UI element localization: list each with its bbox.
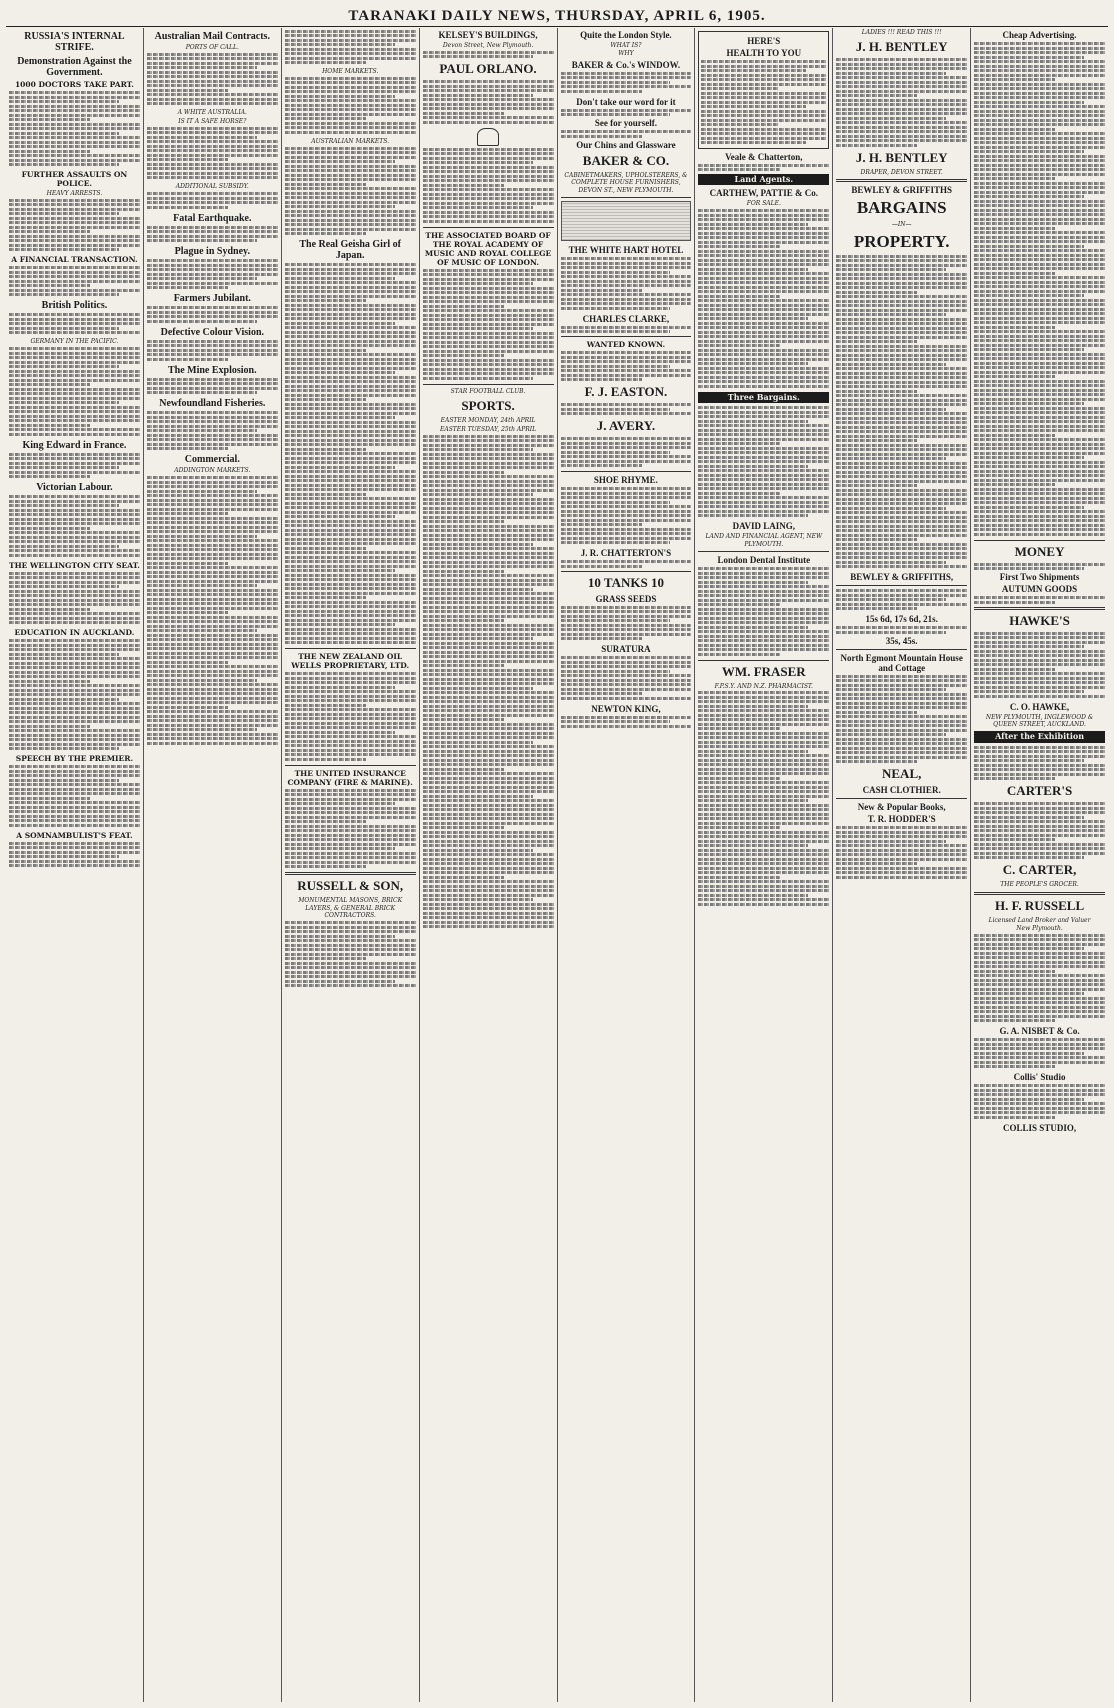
ad-baker-co: BAKER & CO. (582, 152, 670, 168)
article-body (147, 127, 278, 180)
ad-tanks: 10 TANKS 10 (587, 574, 664, 590)
ad-bargains: BARGAINS (856, 198, 947, 218)
headline-internal-strife: RUSSIA'S INTERNAL STRIFE. (24, 31, 125, 53)
ad-russell-sub: MONUMENTAL MASONS, BRICK LAYERS, & GENERAL BRICK CONTRACTORS. (298, 897, 403, 920)
ad-russell-place: New Plymouth. (1016, 925, 1063, 933)
article-body (147, 476, 278, 745)
ad-body (561, 351, 692, 381)
ad-white-hart: THE WHITE HART HOTEL (568, 245, 684, 256)
ad-carthew-pattie: CARTHEW, PATTIE & Co. (709, 188, 818, 199)
ad-carter-sub: THE PEOPLE'S GROCER. (1000, 881, 1079, 889)
subhead-additional-subsidy: ADDITIONAL SUBSIDY. (175, 183, 249, 191)
ad-newton-king: NEWTON KING, (591, 703, 661, 714)
column-3 (282, 28, 420, 1702)
ad-hf-russell: H. F. RUSSELL (995, 897, 1085, 913)
ad-body (974, 632, 1105, 698)
article-body (9, 765, 140, 827)
subhead-speech-premier: SPEECH BY THE PREMIER. (15, 754, 134, 764)
ad-health-box (698, 31, 829, 149)
article-body (147, 53, 278, 106)
article-body (9, 453, 140, 479)
ad-bentley-sub: DRAPER, DEVON STREET. (860, 168, 943, 176)
ad-grass-seeds: GRASS SEEDS (595, 593, 657, 604)
ad-body (974, 934, 1105, 1023)
notice-united-insurance: THE UNITED INSURANCE COMPANY (FIRE & MARINE). (287, 768, 413, 787)
column-4 (420, 28, 558, 1702)
subhead-somnambulist: A SOMNAMBULIST'S FEAT. (16, 830, 133, 840)
ad-bentley-2: J. H. BENTLEY (855, 149, 948, 165)
headline-geisha-girl: The Real Geisha Girl of Japan. (299, 239, 402, 262)
article-body (147, 192, 278, 209)
ad-in: —IN— (891, 221, 912, 229)
ad-avery: J. AVERY. (596, 418, 656, 434)
ad-ladies-read: LADIES !!! READ THIS !!! (861, 29, 942, 36)
ad-co-hawke: C. O. HAWKE, (1009, 701, 1070, 712)
columns (6, 28, 1108, 1702)
ad-wm-fraser: WM. FRASER (721, 663, 806, 679)
ad-popular-books: New & Popular Books, (857, 802, 946, 813)
ad-dental-institute: London Dental Institute (717, 555, 811, 566)
subhead-germany-pacific: GERMANY IN THE PACIFIC. (30, 338, 119, 346)
headline-mail-contracts: Australian Mail Contracts. (154, 31, 270, 42)
ad-suratura: SURATURA (601, 644, 651, 655)
article-body (9, 199, 140, 252)
subhead-australian-markets: AUSTRALIAN MARKETS. (311, 137, 390, 145)
headline-fatal-earthquake: Fatal Earthquake. (173, 212, 252, 224)
ad-hawke-sub: NEW PLYMOUTH, INGLEWOOD & QUEEN STREET, AUCKLAND. (985, 713, 1094, 728)
ad-body (974, 1038, 1105, 1068)
notice-body (423, 269, 554, 380)
ad-body (974, 1084, 1105, 1119)
notice-associated-board: THE ASSOCIATED BOARD OF THE ROYAL ACADEMY OF MUSIC AND ROYAL COLLEGE OF MUSIC OF LONDON. (424, 230, 552, 267)
ad-north-egmont: North Egmont Mountain House and Cottage (840, 652, 963, 673)
notice-body (423, 148, 554, 223)
ad-bewley-griffiths-2: BEWLEY & GRIFFITHS, (850, 572, 954, 583)
ad-carters: CARTER'S (1006, 783, 1073, 799)
article-body (9, 495, 140, 557)
article-body (285, 77, 416, 134)
banner-land-agents: Land Agents. (698, 174, 829, 185)
article-body (147, 259, 278, 289)
easter-monday: EASTER MONDAY, 24th APRIL (440, 417, 536, 425)
column-7 (833, 28, 971, 1702)
easter-tuesday: EASTER TUESDAY, 25th APRIL (439, 425, 537, 433)
ad-body (974, 802, 1105, 859)
ad-bewley-griffiths: BEWLEY & GRIFFITHS (851, 185, 953, 196)
subhead-safe-horse: IS IT A SAFE HORSE? (178, 117, 247, 125)
sports-body (423, 435, 554, 929)
headline-demonstration: Demonstration Against the Government. (17, 56, 132, 78)
ad-baker-sub: CABINETMAKERS, UPHOLSTERERS, & COMPLETE HOUSE FURNISHERS, DEVON ST., NEW PLYMOUTH. (564, 171, 688, 194)
ad-quite-london-style: Quite the London Style. (580, 30, 672, 40)
headline-british-politics: British Politics. (41, 300, 108, 312)
headline-king-edward: King Edward in France. (22, 439, 127, 451)
article-body (147, 306, 278, 323)
ad-david-laing: DAVID LAING, (732, 521, 795, 532)
headline-plague-sydney: Plague in Sydney. (174, 246, 250, 258)
article-body (147, 340, 278, 361)
article-body (9, 347, 140, 436)
ad-why: WHY (618, 50, 634, 58)
subhead-addington: ADDINGTON MARKETS. (174, 467, 251, 475)
ad-nisbet: G. A. NISBET & Co. (999, 1026, 1080, 1037)
ad-wanted-known: WANTED KNOWN. (586, 340, 666, 350)
headline-colour-vision: Defective Colour Vision. (160, 326, 265, 338)
article-body (9, 91, 140, 166)
column-2 (144, 28, 282, 1702)
ad-health: HEALTH TO YOU (726, 48, 802, 58)
headline-mine-explosion: The Mine Explosion. (167, 364, 257, 376)
ad-body (561, 437, 692, 467)
ad-heres: HERE'S (747, 36, 781, 46)
ad-bentley: J. H. BENTLEY (855, 39, 948, 55)
ad-veale-chatterton: Veale & Chatterton, (725, 151, 803, 162)
notice-oil-wells: THE NEW ZEALAND OIL WELLS PROPRIETARY, LTD. (291, 652, 410, 671)
ad-hodder: T. R. HODDER'S (867, 814, 936, 825)
subhead-education-auckland: EDUCATION IN AUCKLAND. (14, 628, 135, 638)
subhead-heavy-arrests: HEAVY ARRESTS. (46, 190, 103, 197)
subhead-home-markets: HOME MARKETS. (322, 68, 379, 75)
ad-collis-studio-2: COLLIS STUDIO, (1003, 1122, 1077, 1133)
ad-see-yourself: See for yourself. (594, 118, 657, 129)
column-5 (558, 28, 696, 1702)
ad-body (561, 487, 692, 544)
ad-kelsey-buildings: KELSEY'S BUILDINGS, (438, 30, 538, 40)
ad-body (836, 255, 967, 569)
ad-first-shipments: First Two Shipments (999, 572, 1080, 582)
ad-body (561, 656, 692, 700)
ad-body (836, 589, 967, 610)
ad-collis-studio: Collis' Studio (1013, 1072, 1066, 1083)
ad-body (561, 606, 692, 641)
ad-fraser-sub: F.P.S.Y. AND N.Z. PHARMACIST. (714, 682, 813, 690)
ad-paul-orlano: PAUL ORLANO. (439, 61, 537, 77)
hotel-image (561, 201, 692, 241)
ad-property: PROPERTY. (853, 231, 950, 251)
headline-commercial: Commercial. (184, 454, 240, 466)
ad-body (698, 691, 829, 906)
subhead-white-australia: A WHITE AUSTRALIA. (177, 109, 247, 117)
ad-body (974, 746, 1105, 781)
article-body (147, 411, 278, 450)
ad-body (698, 209, 829, 388)
subhead-ports-of-call: PORTS OF CALL. (185, 44, 239, 51)
article-body (9, 842, 140, 868)
ad-coat-prices: 15s 6d, 17s 6d, 21s. (865, 614, 938, 625)
subhead-further-assaults: FURTHER ASSAULTS ON POLICE. (21, 170, 128, 188)
classifieds (974, 42, 1105, 536)
ad-china-glassware: Our Chins and Glassware (576, 139, 676, 150)
ad-kelsey-sub: Devon Street, New Plymouth. (442, 42, 534, 49)
banner-three-bargains: Three Bargains. (698, 392, 829, 403)
ad-charles-clarke: CHARLES CLARKE, (582, 313, 670, 324)
ad-autumn-goods: AUTUMN GOODS (1001, 584, 1078, 594)
notice-body (285, 672, 416, 761)
heading-cheap-advertising: Cheap Advertising. (1002, 30, 1077, 40)
ad-body (698, 406, 829, 517)
masthead-title: TARANAKI DAILY NEWS, THURSDAY, APRIL 6, 1905. (6, 6, 1108, 27)
ad-body (698, 567, 829, 656)
article-body (9, 572, 140, 625)
ad-money: MONEY (1014, 543, 1065, 559)
ad-body (561, 257, 692, 310)
headline-sports: SPORTS. (461, 398, 515, 414)
banner-after-exhibition: After the Exhibition (974, 731, 1105, 742)
ad-body (423, 80, 554, 124)
ad-body (836, 826, 967, 879)
ad-chatterton: J. R. CHATTERTON'S (580, 548, 672, 559)
column-8 (971, 28, 1108, 1702)
ad-coat-prices-2: 35s, 45s. (885, 635, 918, 646)
ad-body (836, 58, 967, 147)
article-body (285, 263, 416, 644)
ad-c-carter: C. CARTER, (1002, 862, 1077, 878)
article-body (9, 266, 140, 296)
ad-body (285, 921, 416, 987)
ad-cash-clothier: CASH CLOTHIER. (862, 785, 941, 796)
subhead-wellington-seat: THE WELLINGTON CITY SEAT. (9, 560, 140, 570)
ad-shoe-rhyme: SHOE RHYME. (593, 475, 658, 486)
ad-body (561, 72, 692, 93)
subhead-financial: A FINANCIAL TRANSACTION. (11, 255, 138, 265)
headline-newfoundland: Newfoundland Fisheries. (159, 398, 266, 410)
ad-neal: NEAL, (882, 766, 922, 782)
article-body (9, 639, 140, 750)
ad-body (836, 675, 967, 764)
ad-hawkes: HAWKE'S (1009, 612, 1070, 628)
ad-dont-take-word: Don't take our word for it (576, 96, 676, 107)
subhead-for-sale: FOR SALE. (746, 200, 781, 208)
ad-easton: F. J. EASTON. (584, 384, 668, 400)
subhead-doctors: 1000 DOCTORS TAKE PART. (14, 80, 134, 89)
article-body (147, 378, 278, 395)
subhead-star-football: STAR FOOTBALL CLUB. (450, 387, 526, 395)
article-body (285, 147, 416, 236)
article-body (147, 226, 278, 243)
ad-laing-sub: LAND AND FINANCIAL AGENT, NEW PLYMOUTH. (705, 533, 823, 548)
headline-farmers-jubilant: Farmers Jubilant. (173, 293, 251, 305)
column-6 (695, 28, 833, 1702)
article-body (9, 313, 140, 334)
article-body (285, 30, 416, 65)
column-1 (6, 28, 144, 1702)
ad-what-is: WHAT IS? (610, 42, 642, 49)
ad-russell-broker: Licensed Land Broker and Valuer (988, 916, 1091, 924)
ad-russell-son: RUSSELL & SON, (297, 878, 404, 894)
ad-baker-window: BAKER & Co.'s WINDOW. (571, 59, 681, 70)
royal-crest-icon (477, 128, 499, 146)
headline-victorian-labour: Victorian Labour. (36, 482, 113, 494)
notice-body (285, 789, 416, 869)
